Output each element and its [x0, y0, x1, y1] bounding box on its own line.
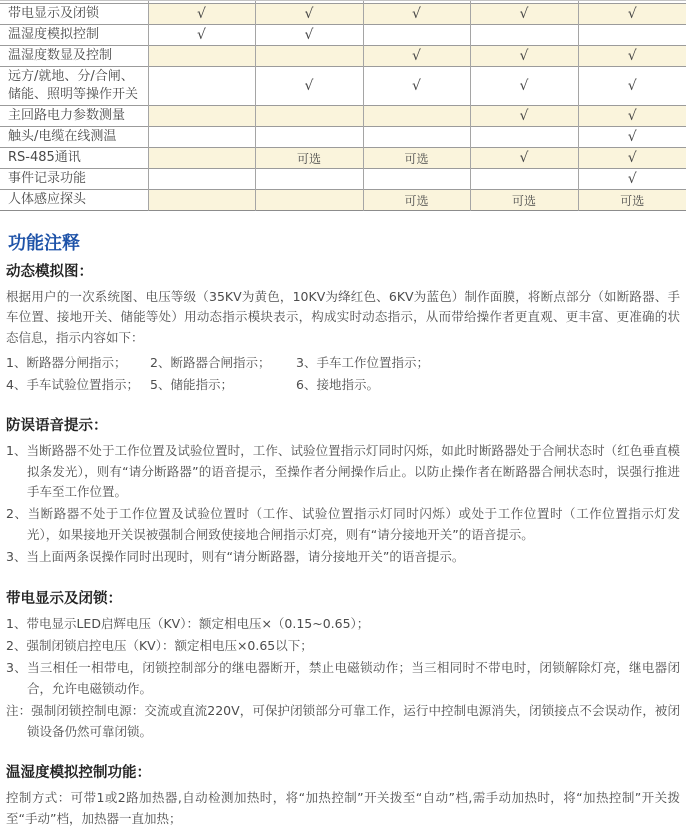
note-item: 2、当断路器不处于工作位置及试验位置时（工作、试验位置指示灯同时闪烁）或处于工作位置时（工作位置指示灯发光），如果接地开关误被强制合闸致使接地合闸指示灯亮，则有“请分接地开关”的语音提示。 [6, 506, 680, 542]
paragraph: 控制方式：可带1或2路加热器,自动检测加热时，将“加热控制”开关拨至“自动”档,需手动加热时，将“加热控制”开关拨至“手动”档，加热器一直加热； [6, 790, 680, 826]
empty-cell [148, 127, 255, 148]
empty-cell [255, 46, 363, 67]
table-row [0, 4, 686, 25]
table-row [0, 67, 686, 106]
empty-cell [470, 127, 578, 148]
optional-cell: 可选 [363, 148, 470, 169]
note-item: 1、当断路器不处于工作位置及试验位置时，工作、试验位置指示灯同时闪烁，如此时断路器处于合闸状态时（红色垂直模拟条发光），则有“请分断路器”的语音提示，至操作者分闸操作后止。以防止操作者在断路器合闸状态时，误强行推进手车至工作位置。 [6, 443, 680, 500]
row-label: 温湿度模拟控制 [0, 25, 148, 46]
note-item: 注：强制闭锁控制电源：交流或直流220V，可保护闭锁部分可靠工作，运行中控制电源消失，闭锁接点不会误动作，被闭锁设备仍然可靠闭锁。 [6, 703, 680, 739]
check-mark-cell: √ [363, 4, 470, 25]
empty-cell [148, 106, 255, 127]
empty-cell [255, 127, 363, 148]
optional-cell: 可选 [470, 190, 578, 211]
empty-cell [148, 169, 255, 190]
notes-section [6, 765, 680, 829]
check-mark-cell: √ [578, 169, 686, 190]
row-label: RS-485通讯 [0, 148, 148, 169]
check-mark-cell: √ [148, 25, 255, 46]
check-mark-cell: √ [470, 106, 578, 127]
optional-cell: 可选 [578, 190, 686, 211]
check-mark-cell: √ [255, 25, 363, 46]
check-mark-cell: √ [470, 4, 578, 25]
note-item: 3、当三相任一相带电，闭锁控制部分的继电器断开，禁止电磁锁动作；当三相同时不带电时，闭锁解除灯亮，继电器闭合，允许电磁锁动作。 [6, 660, 680, 696]
indicator-item: 6、接地指示。 [296, 376, 379, 392]
check-mark-cell: √ [363, 46, 470, 67]
empty-cell [470, 169, 578, 190]
table-row [0, 46, 686, 67]
notes-section [6, 591, 680, 742]
check-mark-cell: √ [578, 148, 686, 169]
row-label: 主回路电力参数测量 [0, 106, 148, 127]
optional-cell: 可选 [255, 148, 363, 169]
empty-cell [148, 148, 255, 169]
empty-cell [255, 169, 363, 190]
indicator-item: 5、储能指示； [150, 376, 233, 392]
empty-cell [363, 169, 470, 190]
check-mark-cell: √ [578, 4, 686, 25]
row-label: 远方/就地、分/合闸、储能、照明等操作开关 [0, 67, 148, 106]
paragraph: 根据用户的一次系统图、电压等级（35KV为黄色，10KV为绛红色、6KV为蓝色）制作面膜，将断点部分（如断路器、手车位置、接地开关、储能等处）用动态指示模块表示，构成实时动态指示，从而带给操作者更直观、更丰富、更准确的状态信息，指示内容如下： [6, 289, 680, 345]
feature-table-body [0, 1, 686, 211]
row-label: 触头/电缆在线测温 [0, 127, 148, 148]
section-subheading: 带电显示及闭锁： [6, 590, 122, 607]
section-subheading: 温湿度模拟控制功能： [6, 765, 151, 782]
table-row [0, 190, 686, 211]
empty-cell [255, 190, 363, 211]
check-mark-cell: √ [578, 67, 686, 106]
table-row [0, 25, 686, 46]
row-label: 带电显示及闭锁 [0, 4, 148, 25]
note-item: 1、带电显示LED启辉电压（KV）：额定相电压×（0.15~0.65）； [6, 615, 370, 631]
section-subheading: 防误语音提示： [6, 418, 108, 435]
empty-cell [363, 127, 470, 148]
empty-cell [255, 106, 363, 127]
empty-cell [578, 25, 686, 46]
empty-cell [148, 46, 255, 67]
table-row [0, 169, 686, 190]
page-title: 功能注释 [8, 233, 80, 254]
check-mark-cell: √ [470, 148, 578, 169]
check-mark-cell: √ [148, 4, 255, 25]
empty-cell [470, 25, 578, 46]
section-subheading: 动态模拟图： [6, 264, 93, 280]
check-mark-cell: √ [470, 46, 578, 67]
table-row [0, 127, 686, 148]
row-label: 事件记录功能 [0, 169, 148, 190]
empty-cell [148, 67, 255, 106]
notes-content [0, 233, 686, 829]
empty-cell [148, 190, 255, 211]
empty-cell [363, 106, 470, 127]
note-item: 3、当上面两条误操作同时出现时，则有“请分断路器，请分接地开关”的语音提示。 [6, 549, 465, 565]
check-mark-cell: √ [255, 67, 363, 106]
indicator-list [6, 352, 680, 395]
row-label: 温湿度数显及控制 [0, 46, 148, 67]
indicator-item: 3、手车工作位置指示； [296, 355, 429, 371]
indicator-item: 2、断路器合闸指示； [150, 355, 271, 371]
check-mark-cell: √ [255, 4, 363, 25]
feature-table [0, 0, 686, 211]
indicator-item: 1、断路器分闸指示； [6, 355, 127, 371]
check-mark-cell: √ [578, 46, 686, 67]
notes-section [6, 418, 680, 567]
notes-sections [6, 264, 680, 829]
notes-section [6, 264, 680, 395]
check-mark-cell: √ [363, 67, 470, 106]
table-row [0, 106, 686, 127]
check-mark-cell: √ [578, 127, 686, 148]
empty-cell [363, 25, 470, 46]
optional-cell: 可选 [363, 190, 470, 211]
check-mark-cell: √ [470, 67, 578, 106]
check-mark-cell: √ [578, 106, 686, 127]
note-item: 2、强制闭锁启控电压（KV）：额定相电压×0.65以下； [6, 638, 313, 654]
indicator-item: 4、手车试验位置指示； [6, 376, 139, 392]
table-row [0, 148, 686, 169]
row-label: 人体感应探头 [0, 190, 148, 211]
